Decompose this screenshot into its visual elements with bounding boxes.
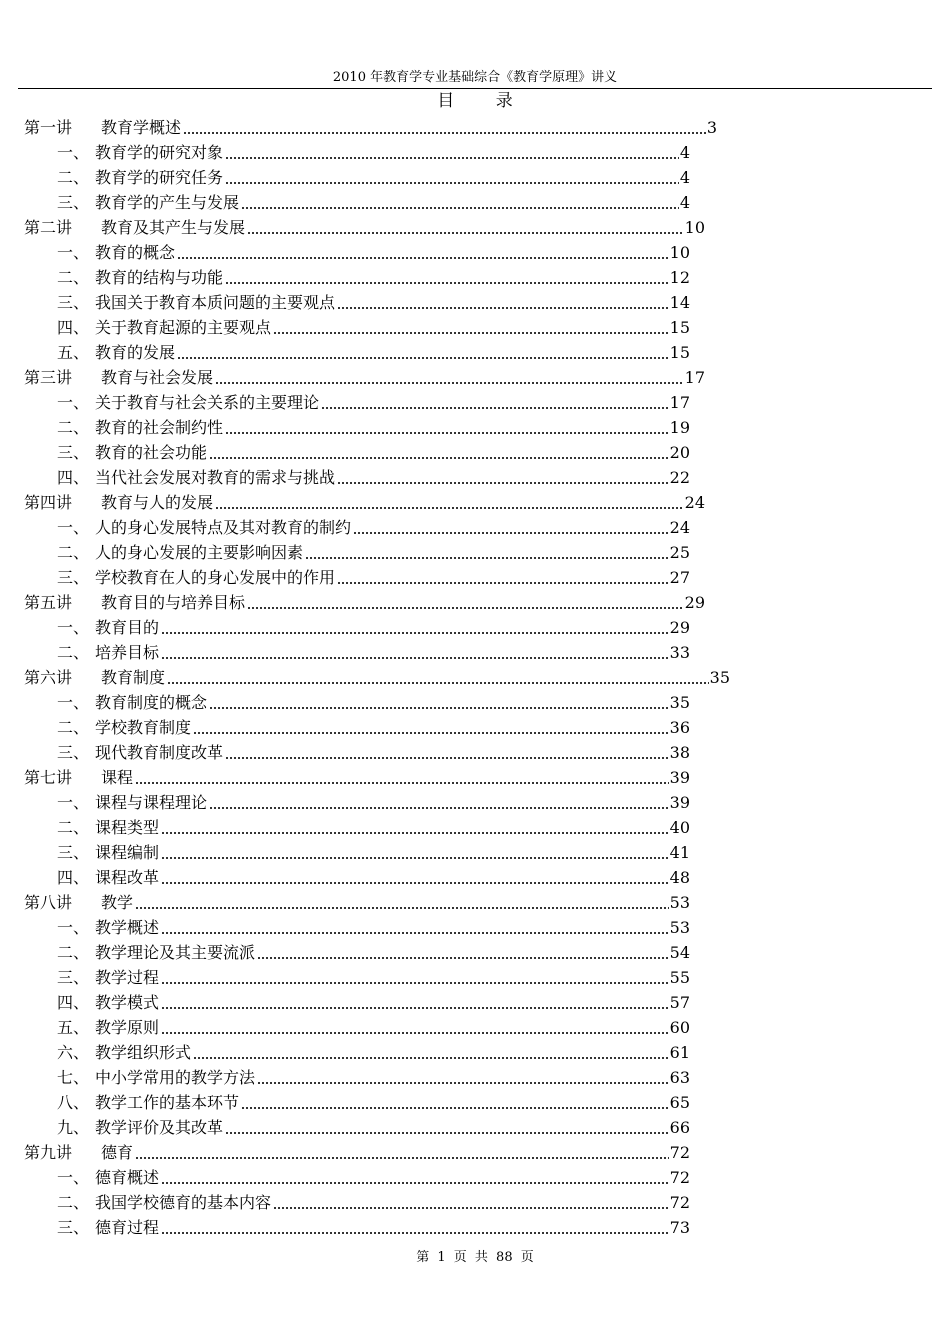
toc-section-entry bbox=[57, 1015, 690, 1040]
toc-entry-page-number: 24 bbox=[669, 518, 690, 537]
toc-entry-title: 课程改革 bbox=[95, 868, 160, 887]
dot-leader bbox=[177, 356, 669, 360]
toc-section-entry bbox=[57, 165, 690, 190]
dot-leader bbox=[225, 181, 679, 185]
toc-entry-label bbox=[57, 1018, 159, 1040]
toc-section-entry bbox=[57, 915, 690, 940]
toc-entry-page-number: 66 bbox=[669, 1118, 690, 1137]
toc-entry-label bbox=[57, 1068, 255, 1090]
toc-entry-label bbox=[57, 443, 207, 465]
toc-entry-title: 教学理论及其主要流派 bbox=[95, 943, 256, 962]
toc-entry-title: 教育目的与培养目标 bbox=[101, 593, 246, 612]
toc-entry-label bbox=[57, 743, 223, 765]
toc-section-entry bbox=[57, 315, 690, 340]
toc-entry-number: 第五讲 bbox=[24, 593, 73, 612]
toc-entry-label bbox=[57, 993, 159, 1015]
toc-section-entry bbox=[57, 190, 690, 215]
dot-leader bbox=[161, 656, 669, 660]
dot-leader bbox=[337, 581, 669, 585]
toc-section-entry bbox=[57, 290, 690, 315]
toc-entry-title: 我国关于教育本质问题的主要观点 bbox=[95, 293, 336, 312]
toc-entry-number: 九、 bbox=[57, 1118, 90, 1137]
toc-entry-label bbox=[57, 843, 159, 865]
dot-leader bbox=[161, 981, 669, 985]
dot-leader bbox=[209, 456, 669, 460]
toc-entry-page-number: 57 bbox=[669, 993, 690, 1012]
toc-entry-page-number: 40 bbox=[669, 818, 690, 837]
toc-entry-title: 我国学校德育的基本内容 bbox=[95, 1193, 272, 1212]
toc-entry-page-number: 54 bbox=[669, 943, 690, 962]
toc-entry-page-number: 17 bbox=[669, 393, 690, 412]
toc-entry-number: 一、 bbox=[57, 793, 90, 812]
toc-entry-label bbox=[57, 1218, 159, 1240]
dot-leader bbox=[135, 1156, 669, 1160]
toc-entry-label bbox=[24, 768, 133, 790]
toc-section-entry bbox=[57, 815, 690, 840]
toc-section-entry bbox=[57, 1190, 690, 1215]
toc-entry-title: 关于教育起源的主要观点 bbox=[95, 318, 272, 337]
toc-section-entry bbox=[57, 1165, 690, 1190]
toc-entry-title: 教育制度的概念 bbox=[95, 693, 208, 712]
toc-entry-title: 教育学的研究对象 bbox=[95, 143, 224, 162]
toc-entry-number: 一、 bbox=[57, 393, 90, 412]
toc-entry-label bbox=[57, 268, 223, 290]
toc-entry-number: 第六讲 bbox=[24, 668, 73, 687]
toc-entry-number: 一、 bbox=[57, 243, 90, 262]
toc-section-entry bbox=[57, 865, 690, 890]
dot-leader bbox=[257, 1081, 669, 1085]
toc-entry-page-number: 4 bbox=[679, 193, 690, 212]
toc-entry-title: 教育学的产生与发展 bbox=[95, 193, 240, 212]
toc-entry-label bbox=[57, 1193, 271, 1215]
dot-leader bbox=[321, 406, 669, 410]
toc-entry-page-number: 29 bbox=[669, 618, 690, 637]
toc-entry-title: 教育学的研究任务 bbox=[95, 168, 224, 187]
toc-entry-number: 二、 bbox=[57, 268, 90, 287]
toc-entry-label bbox=[57, 718, 191, 740]
dot-leader bbox=[193, 731, 669, 735]
toc-entry-number: 五、 bbox=[57, 343, 90, 362]
toc-entry-label bbox=[57, 868, 159, 890]
toc-entry-number: 第三讲 bbox=[24, 368, 73, 387]
toc-entry-page-number: 29 bbox=[684, 593, 705, 612]
toc-chapter-entry bbox=[24, 890, 690, 915]
toc-section-entry bbox=[57, 340, 690, 365]
toc-entry-label bbox=[57, 693, 207, 715]
toc-section-entry bbox=[57, 940, 690, 965]
toc-section-entry bbox=[57, 465, 690, 490]
toc-section-entry bbox=[57, 990, 690, 1015]
toc-entry-title: 教育与人的发展 bbox=[101, 493, 214, 512]
dot-leader bbox=[215, 381, 684, 385]
toc-entry-page-number: 33 bbox=[669, 643, 690, 662]
dot-leader bbox=[161, 631, 669, 635]
dot-leader bbox=[193, 1056, 669, 1060]
dot-leader bbox=[305, 556, 669, 560]
toc-entry-page-number: 3 bbox=[706, 118, 717, 137]
toc-entry-page-number: 41 bbox=[669, 843, 690, 862]
toc-entry-label bbox=[24, 218, 245, 240]
toc-section-entry bbox=[57, 565, 690, 590]
toc-entry-number: 二、 bbox=[57, 1193, 90, 1212]
toc-entry-title: 教育及其产生与发展 bbox=[101, 218, 246, 237]
dot-leader bbox=[209, 806, 669, 810]
toc-entry-number: 八、 bbox=[57, 1093, 90, 1112]
dot-leader bbox=[273, 331, 669, 335]
toc-chapter-entry bbox=[24, 590, 705, 615]
toc-entry-label bbox=[57, 393, 319, 415]
dot-leader bbox=[247, 606, 684, 610]
toc-entry-number: 一、 bbox=[57, 918, 90, 937]
toc-entry-label bbox=[57, 968, 159, 990]
toc-chapter-entry bbox=[24, 115, 717, 140]
toc-entry-number: 三、 bbox=[57, 568, 90, 587]
toc-entry-number: 三、 bbox=[57, 743, 90, 762]
toc-entry-title: 教育的社会制约性 bbox=[95, 418, 224, 437]
toc-entry-title: 教学工作的基本环节 bbox=[95, 1093, 240, 1112]
toc-section-entry bbox=[57, 1090, 690, 1115]
toc-entry-page-number: 73 bbox=[669, 1218, 690, 1237]
toc-entry-label bbox=[57, 1043, 191, 1065]
toc-entry-number: 七、 bbox=[57, 1068, 90, 1087]
toc-entry-number: 四、 bbox=[57, 993, 90, 1012]
toc-entry-number: 三、 bbox=[57, 293, 90, 312]
toc-entry-number: 二、 bbox=[57, 943, 90, 962]
toc-entry-page-number: 15 bbox=[669, 318, 690, 337]
toc-section-entry bbox=[57, 1115, 690, 1140]
dot-leader bbox=[225, 1131, 669, 1135]
toc-entry-page-number: 65 bbox=[669, 1093, 690, 1112]
toc-entry-page-number: 53 bbox=[669, 893, 690, 912]
toc-entry-number: 一、 bbox=[57, 693, 90, 712]
toc-entry-page-number: 12 bbox=[669, 268, 690, 287]
toc-entry-number: 三、 bbox=[57, 193, 90, 212]
toc-entry-label bbox=[24, 118, 181, 140]
toc-entry-page-number: 27 bbox=[669, 568, 690, 587]
dot-leader bbox=[161, 831, 669, 835]
toc-entry-title: 人的身心发展特点及其对教育的制约 bbox=[95, 518, 352, 537]
toc-entry-title: 现代教育制度改革 bbox=[95, 743, 224, 762]
toc-entry-page-number: 38 bbox=[669, 743, 690, 762]
toc-entry-page-number: 61 bbox=[669, 1043, 690, 1062]
toc-chapter-entry bbox=[24, 765, 690, 790]
toc-entry-number: 第一讲 bbox=[24, 118, 73, 137]
toc-entry-label bbox=[57, 818, 159, 840]
toc-entry-page-number: 48 bbox=[669, 868, 690, 887]
dot-leader bbox=[353, 531, 669, 535]
toc-entry-page-number: 4 bbox=[679, 168, 690, 187]
dot-leader bbox=[241, 206, 679, 210]
dot-leader bbox=[337, 481, 669, 485]
toc-entry-number: 二、 bbox=[57, 718, 90, 737]
toc-section-entry bbox=[57, 390, 690, 415]
toc-entry-label bbox=[24, 1143, 133, 1165]
toc-entry-number: 三、 bbox=[57, 1218, 90, 1237]
toc-entry-title: 人的身心发展的主要影响因素 bbox=[95, 543, 304, 562]
toc-entry-label bbox=[57, 618, 159, 640]
toc-entry-label bbox=[57, 168, 223, 190]
toc-section-entry bbox=[57, 690, 690, 715]
toc-entry-page-number: 17 bbox=[684, 368, 705, 387]
toc-entry-number: 二、 bbox=[57, 818, 90, 837]
toc-entry-number: 第四讲 bbox=[24, 493, 73, 512]
toc-entry-title: 教学概述 bbox=[95, 918, 160, 937]
toc-entry-title: 学校教育制度 bbox=[95, 718, 192, 737]
toc-entry-number: 二、 bbox=[57, 168, 90, 187]
toc-entry-page-number: 72 bbox=[669, 1143, 690, 1162]
toc-entry-label bbox=[57, 293, 335, 315]
toc-chapter-entry bbox=[24, 365, 705, 390]
dot-leader bbox=[183, 131, 706, 135]
dot-leader bbox=[257, 956, 669, 960]
toc-title: 目 录 bbox=[437, 91, 531, 111]
toc-entry-title: 教学过程 bbox=[95, 968, 160, 987]
toc-entry-title: 教育目的 bbox=[95, 618, 160, 637]
toc-entry-number: 第九讲 bbox=[24, 1143, 73, 1162]
toc-entry-page-number: 19 bbox=[669, 418, 690, 437]
toc-entry-page-number: 60 bbox=[669, 1018, 690, 1037]
toc-entry-number: 二、 bbox=[57, 418, 90, 437]
dot-leader bbox=[135, 781, 669, 785]
toc-entry-label bbox=[57, 468, 335, 490]
dot-leader bbox=[167, 681, 709, 685]
toc-entry-page-number: 24 bbox=[684, 493, 705, 512]
toc-entry-title: 中小学常用的教学方法 bbox=[95, 1068, 256, 1087]
dot-leader bbox=[161, 856, 669, 860]
page-footer: 第 1 页 共 88 页 bbox=[416, 1250, 534, 1265]
toc-entry-number: 五、 bbox=[57, 1018, 90, 1037]
toc-entry-number: 三、 bbox=[57, 843, 90, 862]
dot-leader bbox=[161, 931, 669, 935]
toc-entry-number: 二、 bbox=[57, 543, 90, 562]
dot-leader bbox=[161, 881, 669, 885]
toc-entry-label bbox=[57, 1118, 223, 1140]
dot-leader bbox=[135, 906, 669, 910]
toc-entry-title: 德育过程 bbox=[95, 1218, 160, 1237]
toc-entry-page-number: 10 bbox=[684, 218, 705, 237]
toc-entry-label bbox=[57, 568, 335, 590]
dot-leader bbox=[225, 756, 669, 760]
header-rule bbox=[18, 88, 932, 89]
toc-entry-number: 第七讲 bbox=[24, 768, 73, 787]
toc-entry-title: 教学组织形式 bbox=[95, 1043, 192, 1062]
toc-entry-label bbox=[57, 543, 303, 565]
toc-section-entry bbox=[57, 715, 690, 740]
toc-entry-page-number: 72 bbox=[669, 1193, 690, 1212]
toc-section-entry bbox=[57, 1215, 690, 1240]
toc-entry-title: 学校教育在人的身心发展中的作用 bbox=[95, 568, 336, 587]
toc-entry-label bbox=[24, 668, 165, 690]
toc-chapter-entry bbox=[24, 665, 730, 690]
toc-section-entry bbox=[57, 240, 690, 265]
toc-entry-label bbox=[57, 243, 175, 265]
toc-entry-title: 教育的社会功能 bbox=[95, 443, 208, 462]
toc-entry-number: 一、 bbox=[57, 1168, 90, 1187]
toc-entry-label bbox=[57, 1093, 239, 1115]
toc-section-entry bbox=[57, 790, 690, 815]
toc-section-entry bbox=[57, 140, 690, 165]
toc-entry-number: 第二讲 bbox=[24, 218, 73, 237]
toc-entry-page-number: 55 bbox=[669, 968, 690, 987]
toc-entry-number: 第八讲 bbox=[24, 893, 73, 912]
toc-section-entry bbox=[57, 265, 690, 290]
toc-entry-label bbox=[57, 418, 223, 440]
dot-leader bbox=[209, 706, 669, 710]
toc-entry-label bbox=[57, 143, 223, 165]
dot-leader bbox=[241, 1106, 669, 1110]
toc-entry-title: 关于教育与社会关系的主要理论 bbox=[95, 393, 320, 412]
toc-entry-page-number: 63 bbox=[669, 1068, 690, 1087]
toc-entry-title: 教学模式 bbox=[95, 993, 160, 1012]
toc-entry-page-number: 22 bbox=[669, 468, 690, 487]
toc-entry-page-number: 14 bbox=[669, 293, 690, 312]
toc-chapter-entry bbox=[24, 490, 705, 515]
toc-section-entry bbox=[57, 1040, 690, 1065]
dot-leader bbox=[225, 281, 669, 285]
toc-entry-number: 四、 bbox=[57, 468, 90, 487]
dot-leader bbox=[161, 1031, 669, 1035]
toc-section-entry bbox=[57, 840, 690, 865]
dot-leader bbox=[161, 1231, 669, 1235]
toc-entry-number: 三、 bbox=[57, 968, 90, 987]
dot-leader bbox=[177, 256, 669, 260]
toc-entry-number: 四、 bbox=[57, 868, 90, 887]
toc-entry-label bbox=[57, 943, 255, 965]
toc-entry-title: 课程与课程理论 bbox=[95, 793, 208, 812]
toc-chapter-entry bbox=[24, 1140, 690, 1165]
toc-entry-page-number: 72 bbox=[669, 1168, 690, 1187]
toc-entry-label bbox=[57, 193, 239, 215]
dot-leader bbox=[273, 1206, 669, 1210]
toc-entry-page-number: 25 bbox=[669, 543, 690, 562]
toc-entry-number: 三、 bbox=[57, 443, 90, 462]
toc-entry-label bbox=[24, 893, 133, 915]
toc-entry-title: 教育学概述 bbox=[101, 118, 182, 137]
toc-chapter-entry bbox=[24, 215, 705, 240]
toc-entry-title: 课程类型 bbox=[95, 818, 160, 837]
toc-section-entry bbox=[57, 540, 690, 565]
dot-leader bbox=[225, 156, 679, 160]
toc-entry-page-number: 15 bbox=[669, 343, 690, 362]
toc-entry-label bbox=[57, 318, 271, 340]
toc-entry-label bbox=[24, 493, 213, 515]
toc-entry-title: 当代社会发展对教育的需求与挑战 bbox=[95, 468, 336, 487]
toc-entry-page-number: 53 bbox=[669, 918, 690, 937]
dot-leader bbox=[225, 431, 669, 435]
toc-entry-title: 教育制度 bbox=[101, 668, 166, 687]
toc-entry-title: 教育的概念 bbox=[95, 243, 176, 262]
toc-entry-label bbox=[24, 368, 213, 390]
toc-entry-label bbox=[24, 593, 245, 615]
toc-entry-page-number: 10 bbox=[669, 243, 690, 262]
toc-section-entry bbox=[57, 515, 690, 540]
toc-entry-title: 德育概述 bbox=[95, 1168, 160, 1187]
toc-entry-page-number: 4 bbox=[679, 143, 690, 162]
toc-entry-label bbox=[57, 343, 175, 365]
toc-entry-title: 德育 bbox=[101, 1143, 134, 1162]
toc-entry-number: 一、 bbox=[57, 618, 90, 637]
toc-entry-number: 二、 bbox=[57, 643, 90, 662]
toc-entry-number: 四、 bbox=[57, 318, 90, 337]
toc-section-entry bbox=[57, 965, 690, 990]
toc-entry-title: 培养目标 bbox=[95, 643, 160, 662]
toc-entry-number: 一、 bbox=[57, 518, 90, 537]
toc-entry-label bbox=[57, 918, 159, 940]
toc-entry-title: 教育的发展 bbox=[95, 343, 176, 362]
toc-entry-label bbox=[57, 643, 159, 665]
toc-entry-page-number: 39 bbox=[669, 768, 690, 787]
dot-leader bbox=[161, 1006, 669, 1010]
dot-leader bbox=[161, 1181, 669, 1185]
toc-section-entry bbox=[57, 640, 690, 665]
toc-entry-number: 一、 bbox=[57, 143, 90, 162]
toc-entry-label bbox=[57, 1168, 159, 1190]
toc-entry-label bbox=[57, 518, 351, 540]
toc-entry-title: 教学评价及其改革 bbox=[95, 1118, 224, 1137]
toc-section-entry bbox=[57, 740, 690, 765]
page-header: 2010 年教育学专业基础综合《教育学原理》讲义 bbox=[332, 70, 618, 85]
toc-entry-page-number: 35 bbox=[709, 668, 730, 687]
toc-entry-title: 教学原则 bbox=[95, 1018, 160, 1037]
dot-leader bbox=[337, 306, 669, 310]
toc-entry-title: 课程编制 bbox=[95, 843, 160, 862]
toc-entry-page-number: 35 bbox=[669, 693, 690, 712]
toc-entry-title: 课程 bbox=[101, 768, 134, 787]
toc-section-entry bbox=[57, 415, 690, 440]
dot-leader bbox=[215, 506, 684, 510]
toc-entry-number: 六、 bbox=[57, 1043, 90, 1062]
toc-entry-title: 教育与社会发展 bbox=[101, 368, 214, 387]
toc-entry-label bbox=[57, 793, 207, 815]
toc-entry-page-number: 20 bbox=[669, 443, 690, 462]
toc-section-entry bbox=[57, 440, 690, 465]
toc-entry-page-number: 36 bbox=[669, 718, 690, 737]
dot-leader bbox=[247, 231, 684, 235]
toc-entry-title: 教育的结构与功能 bbox=[95, 268, 224, 287]
toc-entry-page-number: 39 bbox=[669, 793, 690, 812]
toc-entry-title: 教学 bbox=[101, 893, 134, 912]
toc-section-entry bbox=[57, 615, 690, 640]
toc-section-entry bbox=[57, 1065, 690, 1090]
